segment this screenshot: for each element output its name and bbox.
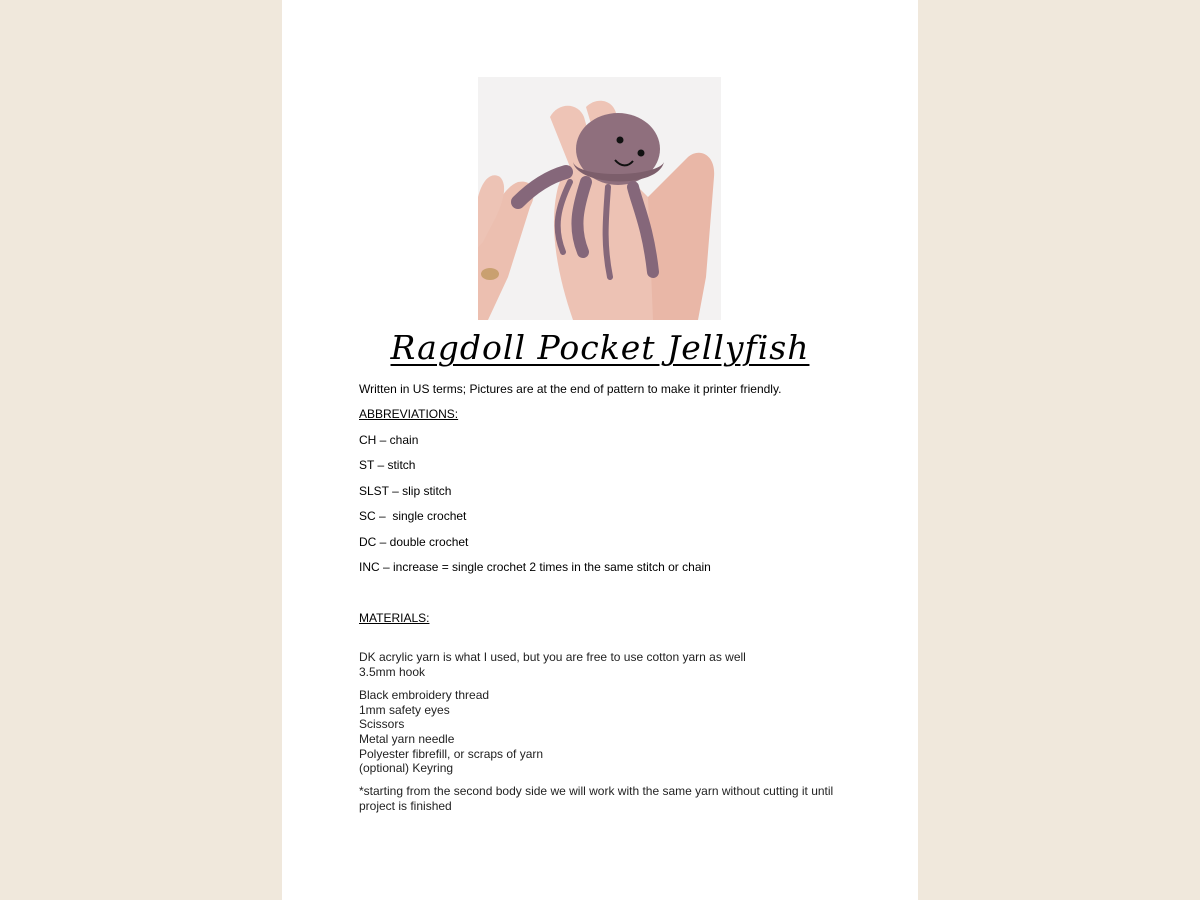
materials-item: 3.5mm hook bbox=[359, 665, 426, 679]
materials-heading: MATERIALS: bbox=[359, 611, 430, 625]
materials-item: DK acrylic yarn is what I used, but you are free to use cotton yarn as well bbox=[359, 650, 746, 664]
materials-item: 1mm safety eyes bbox=[359, 703, 450, 717]
jellyfish-photo bbox=[478, 77, 721, 320]
materials-item: Black embroidery thread bbox=[359, 688, 490, 702]
document-page bbox=[282, 0, 918, 900]
abbreviation-item: CH – chain bbox=[359, 433, 419, 447]
note-line: *starting from the second body side we will work with the same yarn without cutting it until bbox=[359, 784, 834, 798]
intro-text: Written in US terms; Pictures are at the end of pattern to make it printer friendly. bbox=[359, 382, 782, 396]
abbreviation-item: INC – increase = single crochet 2 times in the same stitch or chain bbox=[359, 560, 711, 574]
materials-item: Scissors bbox=[359, 717, 405, 731]
abbreviation-item: SC – single crochet bbox=[359, 509, 467, 523]
materials-item: Polyester fibrefill, or scraps of yarn bbox=[359, 747, 544, 761]
abbreviation-item: ST – stitch bbox=[359, 458, 416, 472]
abbreviations-heading: ABBREVIATIONS: bbox=[359, 407, 459, 421]
materials-item: Metal yarn needle bbox=[359, 732, 455, 746]
materials-item: (optional) Keyring bbox=[359, 761, 454, 775]
document-title: Ragdoll Pocket Jellyfish bbox=[390, 328, 810, 367]
abbreviation-item: SLST – slip stitch bbox=[359, 484, 452, 498]
note-line: project is finished bbox=[359, 799, 452, 813]
abbreviation-item: DC – double crochet bbox=[359, 535, 469, 549]
